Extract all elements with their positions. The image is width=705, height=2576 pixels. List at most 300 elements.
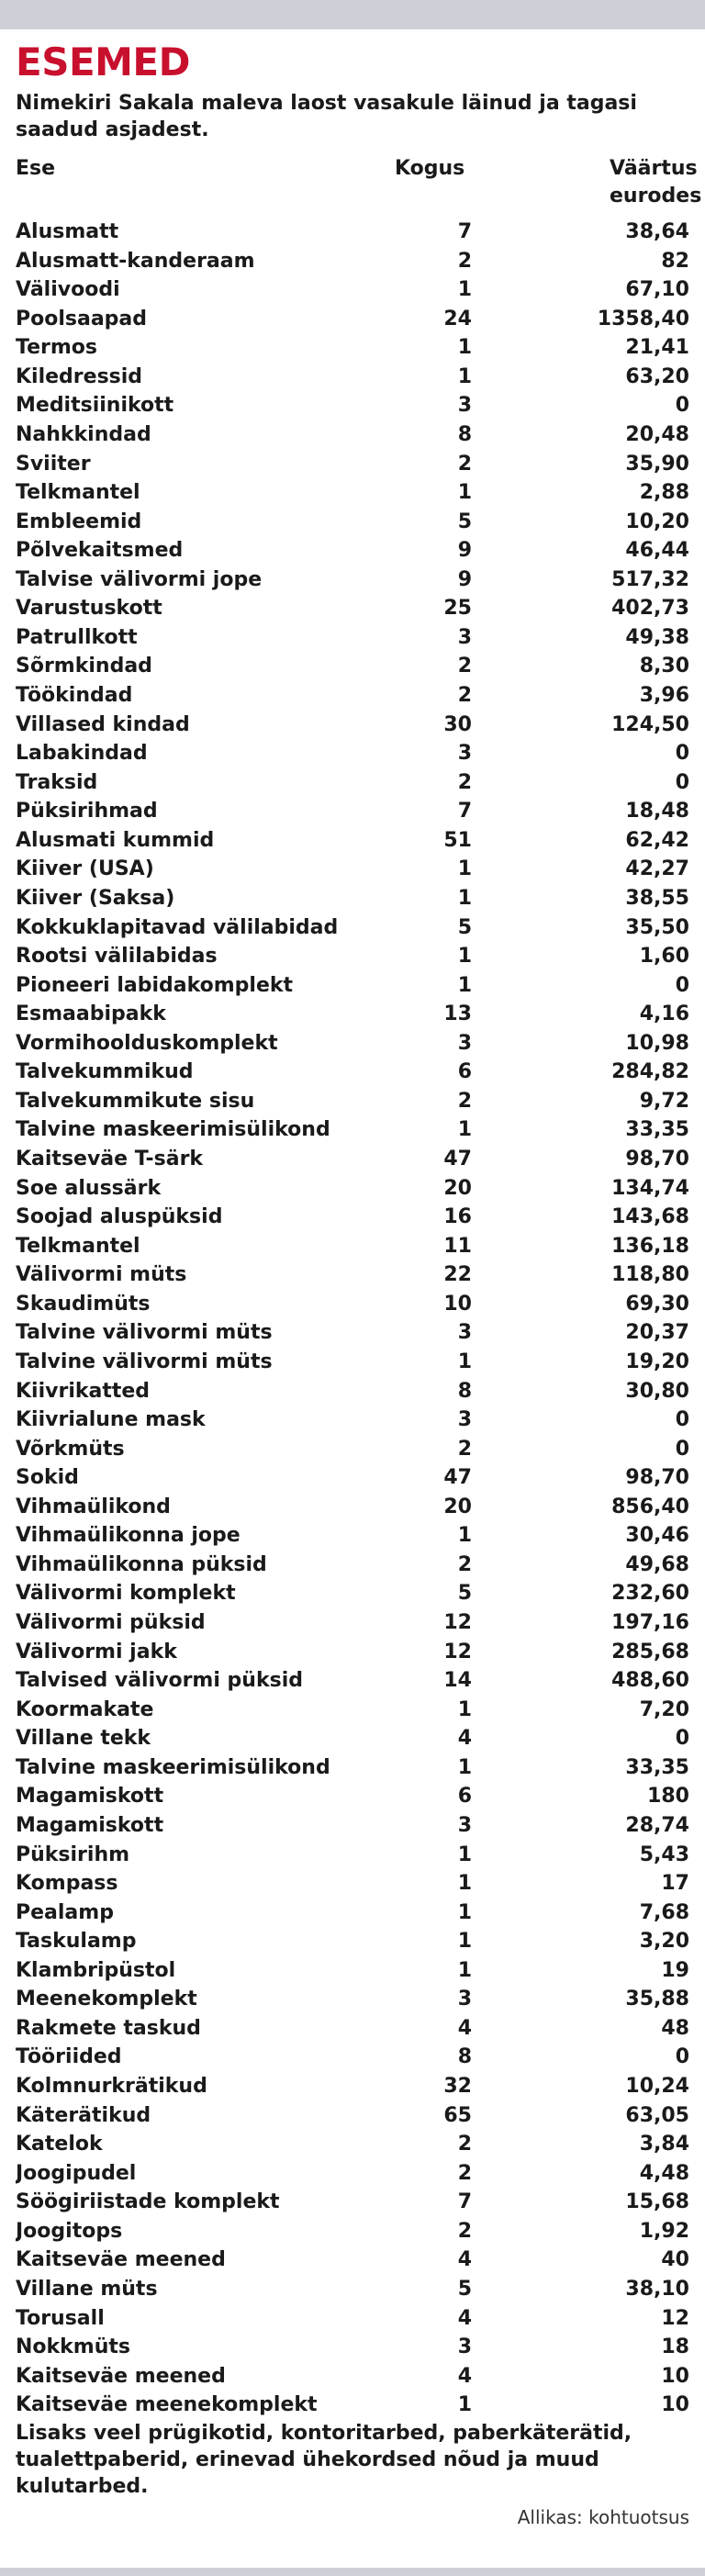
table-row — [16, 247, 689, 276]
item-name-cell: Joogipudel — [16, 2161, 137, 2185]
item-value-cell: 49,38 — [625, 625, 689, 649]
item-name-cell: Kompass — [16, 1872, 118, 1896]
table-row — [16, 913, 689, 943]
source-credit: Allikas: kohtuotsus — [517, 2505, 689, 2528]
item-name-cell: Magamiskott — [16, 1813, 164, 1837]
item-quantity-cell: 12 — [443, 1611, 472, 1634]
item-quantity-cell: 1 — [457, 481, 472, 505]
item-value-cell: 8,30 — [639, 655, 689, 678]
item-value-cell: 38,64 — [625, 220, 689, 243]
item-quantity-cell: 1 — [457, 1842, 472, 1866]
table-row — [16, 450, 689, 479]
item-name-cell: Soojad aluspüksid — [16, 1205, 223, 1229]
item-value-cell: 0 — [675, 770, 689, 794]
item-quantity-cell: 10 — [443, 1292, 472, 1316]
item-name-cell: Meenekomplekt — [16, 1988, 197, 2011]
column-header-item: Ese — [16, 157, 56, 180]
item-value-cell: 402,73 — [611, 597, 689, 621]
table-row — [16, 1956, 689, 1986]
item-value-cell: 1358,40 — [597, 307, 689, 330]
table-row — [16, 2333, 689, 2362]
item-name-cell: Vihmaülikonna püksid — [16, 1552, 267, 1576]
item-name-cell: Alusmatt-kanderaam — [16, 249, 255, 273]
column-header-quantity: Kogus — [395, 157, 465, 180]
item-quantity-cell: 3 — [457, 1813, 472, 1837]
top-decor-bar — [0, 0, 705, 29]
table-row — [16, 1521, 689, 1551]
item-name-cell: Varustuskott — [16, 597, 162, 621]
item-value-cell: 10,98 — [625, 1031, 689, 1055]
item-name-cell: Villane müts — [16, 2277, 158, 2301]
item-quantity-cell: 3 — [457, 625, 472, 649]
table-row — [16, 711, 689, 740]
item-value-cell: 0 — [675, 1437, 689, 1461]
table-row — [16, 1260, 689, 1290]
item-name-cell: Talvise välivormi jope — [16, 567, 263, 591]
item-name-cell: Koormakate — [16, 1697, 154, 1721]
item-name-cell: Kaitseväe meenekomplekt — [16, 2393, 318, 2417]
item-name-cell: Kokkuklapitavad välilabidad — [16, 915, 339, 939]
item-quantity-cell: 25 — [443, 597, 472, 621]
table-row — [16, 2275, 689, 2304]
item-name-cell: Talvine maskeerimisülikond — [16, 1118, 330, 1142]
item-name-cell: Talvine välivormi müts — [16, 1321, 273, 1345]
table-row — [16, 1058, 689, 1087]
item-quantity-cell: 12 — [443, 1640, 472, 1663]
item-quantity-cell: 5 — [457, 915, 472, 939]
item-value-cell: 21,41 — [625, 336, 689, 360]
table-row — [16, 2362, 689, 2391]
table-row — [16, 391, 689, 420]
item-value-cell: 488,60 — [611, 1669, 689, 1693]
article-box — [16, 35, 702, 2531]
table-row — [16, 652, 689, 681]
item-quantity-cell: 3 — [457, 1408, 472, 1432]
table-row — [16, 623, 689, 653]
item-name-cell: Poolsaapad — [16, 307, 148, 330]
table-row — [16, 1318, 689, 1348]
item-name-cell: Sõrmkindad — [16, 655, 152, 678]
item-value-cell: 35,50 — [625, 915, 689, 939]
item-name-cell: Nahkkindad — [16, 422, 151, 446]
item-value-cell: 12 — [661, 2306, 689, 2330]
table-row — [16, 1551, 689, 1580]
item-name-cell: Vihmaülikonna jope — [16, 1524, 241, 1548]
table-row — [16, 2130, 689, 2159]
table-row — [16, 218, 689, 247]
item-name-cell: Villased kindad — [16, 712, 190, 736]
item-value-cell: 30,80 — [625, 1379, 689, 1403]
item-quantity-cell: 8 — [457, 1379, 472, 1403]
item-name-cell: Katelok — [16, 2133, 103, 2156]
item-value-cell: 0 — [675, 1408, 689, 1432]
item-name-cell: Kiiver (Saksa) — [16, 886, 175, 910]
item-name-cell: Kaitseväe meened — [16, 2248, 226, 2272]
item-quantity-cell: 22 — [443, 1263, 472, 1287]
item-name-cell: Torusall — [16, 2306, 105, 2330]
table-row — [16, 1638, 689, 1667]
table-row — [16, 1087, 689, 1116]
table-row — [16, 1203, 689, 1232]
table-row — [16, 1290, 689, 1319]
item-quantity-cell: 32 — [443, 2075, 472, 2098]
item-quantity-cell: 1 — [457, 1755, 472, 1779]
footer-note: Lisaks veel prügikotid, kontoritarbed, paberkäterätid, tualettpaberid, erinevad ühekordsed nõud ja muud kulutarbed. — [16, 2421, 632, 2498]
item-quantity-cell: 2 — [457, 684, 472, 707]
item-value-cell: 38,10 — [625, 2277, 689, 2301]
item-quantity-cell: 1 — [457, 2393, 472, 2417]
table-row — [16, 797, 689, 826]
item-quantity-cell: 14 — [443, 1669, 472, 1693]
item-value-cell: 517,32 — [611, 567, 689, 591]
item-quantity-cell: 2 — [457, 770, 472, 794]
item-quantity-cell: 1 — [457, 1958, 472, 1982]
item-value-cell: 35,88 — [625, 1988, 689, 2011]
item-quantity-cell: 2 — [457, 2161, 472, 2185]
item-quantity-cell: 4 — [457, 2016, 472, 2040]
table-row — [16, 1115, 689, 1145]
table-row — [16, 1608, 689, 1638]
item-value-cell: 38,55 — [625, 886, 689, 910]
item-quantity-cell: 1 — [457, 857, 472, 881]
table-row — [16, 1666, 689, 1696]
item-quantity-cell: 51 — [443, 828, 472, 852]
item-name-cell: Välivormi jakk — [16, 1640, 177, 1663]
item-quantity-cell: 7 — [457, 220, 472, 243]
item-value-cell: 2,88 — [639, 481, 689, 505]
item-quantity-cell: 13 — [443, 1002, 472, 1026]
item-quantity-cell: 5 — [457, 1582, 472, 1606]
item-name-cell: Alusmati kummid — [16, 828, 215, 852]
item-value-cell: 17 — [661, 1872, 689, 1896]
item-name-cell: Embleemid — [16, 510, 142, 533]
item-name-cell: Skaudimüts — [16, 1292, 151, 1316]
item-quantity-cell: 1 — [457, 336, 472, 360]
table-row — [16, 768, 689, 798]
item-value-cell: 232,60 — [611, 1582, 689, 1606]
item-quantity-cell: 24 — [443, 307, 472, 330]
table-row — [16, 2391, 689, 2420]
item-name-cell: Püksirihm — [16, 1842, 130, 1866]
table-row — [16, 305, 689, 334]
table-row — [16, 1724, 689, 1753]
item-quantity-cell: 2 — [457, 1437, 472, 1461]
item-name-cell: Patrullkott — [16, 625, 138, 649]
item-name-cell: Villane tekk — [16, 1727, 151, 1751]
item-quantity-cell: 1 — [457, 973, 472, 997]
item-name-cell: Välivoodi — [16, 278, 120, 302]
item-value-cell: 10,20 — [625, 510, 689, 533]
item-quantity-cell: 1 — [457, 1930, 472, 1954]
item-quantity-cell: 3 — [457, 1988, 472, 2011]
item-value-cell: 10 — [661, 2364, 689, 2388]
item-quantity-cell: 1 — [457, 886, 472, 910]
item-name-cell: Klambripüstol — [16, 1958, 176, 1982]
item-name-cell: Vihmaülikond — [16, 1495, 171, 1518]
item-quantity-cell: 2 — [457, 452, 472, 476]
items-table — [16, 218, 689, 2420]
item-value-cell: 0 — [675, 973, 689, 997]
item-quantity-cell: 1 — [457, 1697, 472, 1721]
table-row — [16, 1000, 689, 1029]
table-row — [16, 536, 689, 566]
item-name-cell: Labakindad — [16, 742, 148, 766]
item-value-cell: 285,68 — [611, 1640, 689, 1663]
table-row — [16, 2043, 689, 2072]
item-quantity-cell: 20 — [443, 1495, 472, 1518]
item-value-cell: 0 — [675, 742, 689, 766]
item-value-cell: 46,44 — [625, 539, 689, 563]
table-row — [16, 1898, 689, 1928]
item-name-cell: Sokid — [16, 1466, 79, 1490]
table-row — [16, 942, 689, 971]
item-name-cell: Söögiriistade komplekt — [16, 2190, 280, 2214]
item-value-cell: 19 — [661, 1958, 689, 1982]
item-value-cell: 180 — [647, 1785, 689, 1809]
item-name-cell: Talvised välivormi püksid — [16, 1669, 303, 1693]
item-name-cell: Talvine välivormi müts — [16, 1350, 273, 1373]
item-value-cell: 18,48 — [625, 800, 689, 823]
item-name-cell: Kiivrialune mask — [16, 1408, 206, 1432]
item-value-cell: 67,10 — [625, 278, 689, 302]
item-value-cell: 5,43 — [639, 1842, 689, 1866]
item-quantity-cell: 5 — [457, 2277, 472, 2301]
item-value-cell: 4,48 — [639, 2161, 689, 2185]
item-value-cell: 33,35 — [625, 1118, 689, 1142]
table-row — [16, 2246, 689, 2275]
table-row — [16, 1841, 689, 1870]
item-value-cell: 124,50 — [611, 712, 689, 736]
item-quantity-cell: 8 — [457, 422, 472, 446]
item-name-cell: Käterätikud — [16, 2103, 151, 2127]
item-name-cell: Võrkmüts — [16, 1437, 125, 1461]
item-value-cell: 284,82 — [611, 1060, 689, 1084]
item-name-cell: Rootsi välilabidas — [16, 945, 218, 969]
item-name-cell: Telkmantel — [16, 481, 140, 505]
item-name-cell: Meditsiinikott — [16, 394, 174, 418]
table-row — [16, 333, 689, 363]
item-quantity-cell: 8 — [457, 2045, 472, 2069]
item-quantity-cell: 2 — [457, 2219, 472, 2243]
column-header-value-line1: Väärtus — [610, 157, 698, 180]
item-value-cell: 48 — [661, 2016, 689, 2040]
item-value-cell: 63,20 — [625, 364, 689, 388]
table-row — [16, 1782, 689, 1811]
item-name-cell: Joogitops — [16, 2219, 123, 2243]
item-value-cell: 10 — [661, 2393, 689, 2417]
item-quantity-cell: 2 — [457, 2133, 472, 2156]
page-title: ESEMED — [16, 39, 190, 84]
item-value-cell: 10,24 — [625, 2075, 689, 2098]
item-quantity-cell: 65 — [443, 2103, 472, 2127]
item-value-cell: 3,96 — [639, 684, 689, 707]
table-row — [16, 1753, 689, 1783]
item-quantity-cell: 3 — [457, 742, 472, 766]
item-name-cell: Talvekummikud — [16, 1060, 194, 1084]
item-name-cell: Rakmete taskud — [16, 2016, 201, 2040]
item-name-cell: Kaitseväe T-särk — [16, 1148, 204, 1170]
table-row — [16, 363, 689, 392]
item-quantity-cell: 9 — [457, 539, 472, 563]
item-value-cell: 3,20 — [639, 1930, 689, 1954]
item-quantity-cell: 7 — [457, 800, 472, 823]
item-name-cell: Kiledressid — [16, 364, 143, 388]
item-value-cell: 35,90 — [625, 452, 689, 476]
item-quantity-cell: 2 — [457, 1552, 472, 1576]
item-name-cell: Välivormi komplekt — [16, 1582, 236, 1606]
item-name-cell: Talvekummikute sisu — [16, 1089, 255, 1113]
item-quantity-cell: 47 — [443, 1466, 472, 1490]
item-value-cell: 197,16 — [611, 1611, 689, 1634]
item-value-cell: 98,70 — [625, 1466, 689, 1490]
item-name-cell: Magamiskott — [16, 1785, 164, 1809]
table-row — [16, 1232, 689, 1261]
item-value-cell: 1,60 — [639, 945, 689, 969]
item-name-cell: Telkmantel — [16, 1234, 140, 1258]
item-name-cell: Soe alussärk — [16, 1176, 162, 1200]
item-quantity-cell: 7 — [457, 2190, 472, 2214]
item-value-cell: 42,27 — [625, 857, 689, 881]
item-value-cell: 143,68 — [611, 1205, 689, 1229]
item-name-cell: Kolmnurkrätikud — [16, 2075, 207, 2098]
table-row — [16, 884, 689, 913]
item-quantity-cell: 1 — [457, 1524, 472, 1548]
item-quantity-cell: 1 — [457, 945, 472, 969]
table-row — [16, 1435, 689, 1464]
item-value-cell: 62,42 — [625, 828, 689, 852]
item-quantity-cell: 2 — [457, 1089, 472, 1113]
item-quantity-cell: 1 — [457, 1350, 472, 1373]
item-value-cell: 0 — [675, 2045, 689, 2069]
item-value-cell: 0 — [675, 1727, 689, 1751]
item-value-cell: 7,20 — [639, 1697, 689, 1721]
item-quantity-cell: 4 — [457, 2364, 472, 2388]
table-row — [16, 1493, 689, 1522]
table-row — [16, 2014, 689, 2044]
item-name-cell: Vormihoolduskomplekt — [16, 1031, 278, 1055]
item-value-cell: 1,92 — [639, 2219, 689, 2243]
item-quantity-cell: 6 — [457, 1785, 472, 1809]
item-value-cell: 63,05 — [625, 2103, 689, 2127]
item-quantity-cell: 1 — [457, 1118, 472, 1142]
item-quantity-cell: 3 — [457, 394, 472, 418]
item-name-cell: Kaitseväe meened — [16, 2364, 226, 2388]
item-value-cell: 856,40 — [611, 1495, 689, 1518]
item-quantity-cell: 3 — [457, 1031, 472, 1055]
item-quantity-cell: 20 — [443, 1176, 472, 1200]
table-row — [16, 2188, 689, 2217]
table-row — [16, 508, 689, 537]
item-quantity-cell: 2 — [457, 249, 472, 273]
table-row — [16, 826, 689, 856]
item-name-cell: Välivormi müts — [16, 1263, 187, 1287]
item-quantity-cell: 1 — [457, 364, 472, 388]
item-name-cell: Esmaabipakk — [16, 1002, 166, 1026]
table-row — [16, 1869, 689, 1898]
item-value-cell: 98,70 — [625, 1148, 689, 1170]
item-name-cell: Nokkmüts — [16, 2335, 130, 2359]
table-header — [16, 155, 702, 210]
item-value-cell: 134,74 — [611, 1176, 689, 1200]
item-value-cell: 118,80 — [611, 1263, 689, 1287]
item-name-cell: Töökindad — [16, 684, 133, 707]
item-name-cell: Sviiter — [16, 452, 91, 476]
item-quantity-cell: 1 — [457, 1900, 472, 1924]
item-quantity-cell: 6 — [457, 1060, 472, 1084]
bottom-decor-bar — [0, 2568, 705, 2576]
item-quantity-cell: 16 — [443, 1205, 472, 1229]
table-row — [16, 1174, 689, 1204]
item-value-cell: 20,48 — [625, 422, 689, 446]
table-row — [16, 739, 689, 768]
item-name-cell: Pioneeri labidakomplekt — [16, 973, 294, 997]
item-name-cell: Traksid — [16, 770, 98, 794]
item-name-cell: Pealamp — [16, 1900, 114, 1924]
table-row — [16, 2304, 689, 2334]
table-row — [16, 566, 689, 595]
column-header-value — [472, 155, 702, 210]
item-quantity-cell: 11 — [443, 1234, 472, 1258]
table-row — [16, 478, 689, 508]
item-quantity-cell: 9 — [457, 567, 472, 591]
item-value-cell: 18 — [661, 2335, 689, 2359]
item-value-cell: 40 — [661, 2248, 689, 2272]
table-row — [16, 594, 689, 623]
item-value-cell: 69,30 — [625, 1292, 689, 1316]
item-name-cell: Termos — [16, 336, 97, 360]
table-row — [16, 2072, 689, 2101]
item-value-cell: 49,68 — [625, 1552, 689, 1576]
item-quantity-cell: 47 — [443, 1148, 472, 1170]
table-row — [16, 1463, 689, 1493]
item-value-cell: 4,16 — [639, 1002, 689, 1026]
intro-text: Nimekiri Sakala maleva laost vasakule läinud ja tagasi saadud asjadest. — [16, 92, 637, 141]
item-value-cell: 9,72 — [639, 1089, 689, 1113]
item-value-cell: 82 — [661, 249, 689, 273]
item-quantity-cell: 4 — [457, 2306, 472, 2330]
item-name-cell: Kiiver (USA) — [16, 857, 154, 881]
item-value-cell: 20,37 — [625, 1321, 689, 1345]
table-row — [16, 971, 689, 1001]
item-name-cell: Välivormi püksid — [16, 1611, 206, 1634]
item-value-cell: 15,68 — [625, 2190, 689, 2214]
item-name-cell: Kiivrikatted — [16, 1379, 151, 1403]
item-value-cell: 136,18 — [611, 1234, 689, 1258]
table-row — [16, 1811, 689, 1841]
table-row — [16, 1696, 689, 1725]
item-value-cell: 0 — [675, 394, 689, 418]
table-row — [16, 1029, 689, 1058]
table-row — [16, 2159, 689, 2189]
table-row — [16, 2217, 689, 2246]
item-quantity-cell: 3 — [457, 2335, 472, 2359]
table-row — [16, 420, 689, 450]
column-header-value-line2: eurodes — [610, 185, 702, 207]
item-quantity-cell: 1 — [457, 278, 472, 302]
item-value-cell: 7,68 — [639, 1900, 689, 1924]
item-name-cell: Taskulamp — [16, 1930, 137, 1954]
item-name-cell: Alusmatt — [16, 220, 119, 243]
item-quantity-cell: 30 — [443, 712, 472, 736]
item-name-cell: Põlvekaitsmed — [16, 539, 184, 563]
item-value-cell: 3,84 — [639, 2133, 689, 2156]
table-row — [16, 1145, 689, 1174]
item-name-cell: Tööriided — [16, 2045, 122, 2069]
item-quantity-cell: 1 — [457, 1872, 472, 1896]
item-quantity-cell: 4 — [457, 1727, 472, 1751]
item-value-cell: 33,35 — [625, 1755, 689, 1779]
table-row — [16, 1579, 689, 1608]
